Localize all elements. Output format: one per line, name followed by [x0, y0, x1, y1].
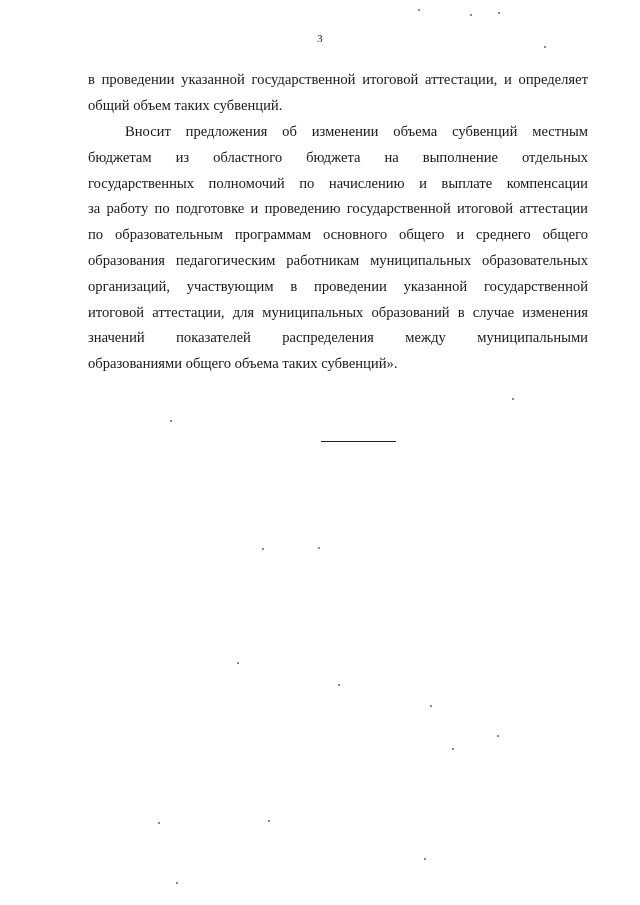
text-line: бюджетам из областного бюджета на выполнение отдельных — [88, 149, 588, 166]
scan-speck — [452, 748, 454, 750]
text-line: за работу по подготовке и проведению государственной итоговой аттестации — [88, 201, 588, 218]
scan-speck — [268, 820, 270, 822]
scan-speck — [512, 398, 514, 400]
text-line: итоговой аттестации, для муниципальных образований в случае изменения — [88, 304, 588, 321]
scan-speck — [498, 12, 500, 14]
text-line: значений показателей распределения между муниципальными — [88, 330, 588, 347]
text-line: в проведении указанной государственной итоговой аттестации, и определяет — [88, 72, 588, 88]
scan-speck — [544, 46, 546, 48]
paragraph-proposals — [88, 120, 588, 378]
page-number: 3 — [317, 33, 323, 45]
scan-speck — [470, 14, 472, 16]
scan-speck — [158, 822, 160, 824]
scan-speck — [318, 547, 320, 549]
scan-speck — [424, 858, 426, 860]
scan-speck — [176, 882, 178, 884]
end-separator-line — [321, 441, 396, 442]
scan-speck — [430, 705, 432, 707]
scan-speck — [262, 548, 264, 550]
text-line: общий объем таких субвенций. — [88, 97, 283, 114]
scan-speck — [497, 735, 499, 737]
text-line: образования педагогическим работникам муниципальных образовательных — [88, 252, 588, 269]
text-line: государственных полномочий по начислению и выплате компенсации — [88, 175, 588, 192]
scan-speck — [170, 420, 172, 422]
scan-speck — [338, 684, 340, 686]
text-line: организаций, участвующим в проведении указанной государственной — [88, 278, 588, 295]
text-line: Вносит предложения об изменении объема субвенций местным — [125, 124, 588, 140]
text-line: образованиями общего объема таких субвенций». — [88, 356, 398, 373]
paragraph-continuation — [88, 68, 588, 120]
scan-speck — [418, 9, 420, 11]
text-line: по образовательным программам основного общего и среднего общего — [88, 227, 588, 244]
scan-speck — [237, 662, 239, 664]
